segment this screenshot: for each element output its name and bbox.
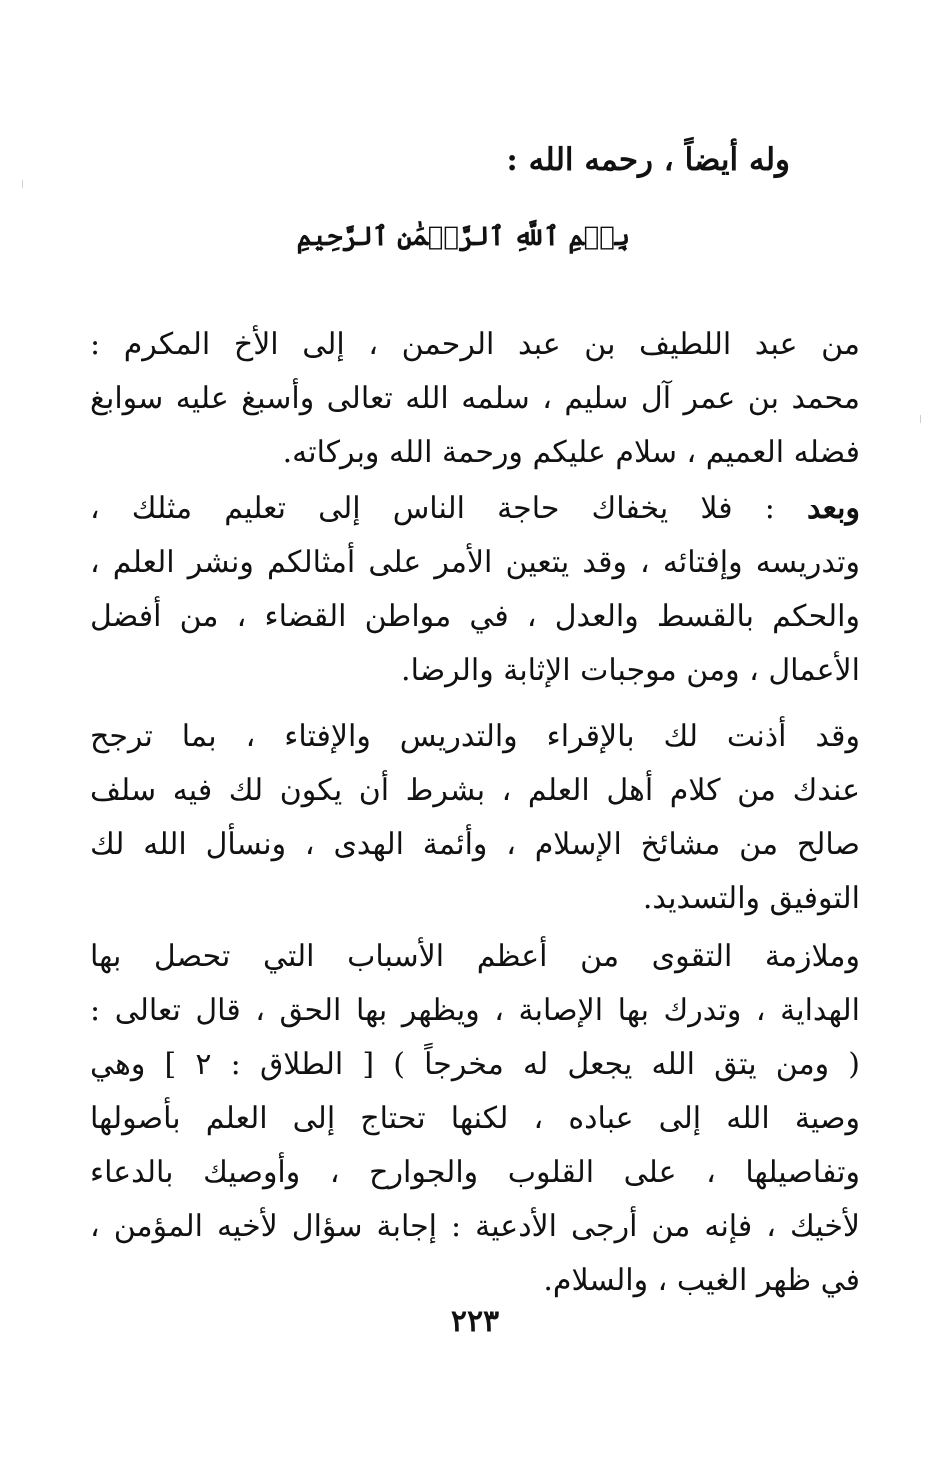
text-line: الهداية ، وتدرك بها الإصابة ، ويظهر بها الحق ، قال تعالى : [90, 993, 860, 1028]
text-line: محمد بن عمر آل سليم ، سلمه الله تعالى وأسبغ عليه سوابغ [90, 381, 860, 416]
text-line-rest: : فلا يخفاك حاجة الناس إلى تعليم مثلك ، [90, 491, 775, 526]
text-line: وتفاصيلها ، على القلوب والجوارح ، وأوصيك بالدعاء [90, 1155, 860, 1190]
text-line: في ظهر الغيب ، والسلام. [543, 1263, 860, 1298]
text-line: فضله العميم ، سلام عليكم ورحمة الله وبركاته. [282, 435, 860, 470]
page-number: ٢٢٣ [450, 1304, 500, 1339]
text-line: وملازمة التقوى من أعظم الأسباب التي تحصل بها [90, 939, 860, 974]
paragraph-advice [90, 930, 860, 1308]
paragraph-permission [90, 710, 860, 926]
letter-heading: وله أيضاً ، رحمه الله : [506, 142, 790, 178]
text-line: التوفيق والتسديد. [642, 881, 860, 916]
text-line: ( ومن يتق الله يجعل له مخرجاً ) [ الطلاق : ٢ ] وهي [90, 1047, 860, 1082]
text-line: وصية الله إلى عباده ، لكنها تحتاج إلى العلم بأصولها [90, 1101, 860, 1136]
text-line: لأخيك ، فإنه من أرجى الأدعية : إجابة سؤال لأخيه المؤمن ، [90, 1209, 860, 1244]
paragraph-salutation [90, 318, 860, 480]
text-line: وقد أذنت لك بالإقراء والتدريس والإفتاء ، بما ترجح [90, 719, 860, 754]
text-line: عندك من كلام أهل العلم ، بشرط أن يكون لك فيه سلف [90, 773, 860, 808]
text-line: من عبد اللطيف بن عبد الرحمن ، إلى الأخ المكرم : [90, 327, 860, 362]
text-line: الأعمال ، ومن موجبات الإثابة والرضا. [401, 653, 860, 688]
text-line: والحكم بالقسط والعدل ، في مواطن القضاء ، من أفضل [90, 599, 860, 634]
lead-word: وبعد [806, 491, 860, 526]
margin-mark [22, 180, 23, 188]
paragraph-introduction [90, 482, 860, 698]
text-line: صالح من مشائخ الإسلام ، وأئمة الهدى ، ونسأل الله لك [90, 827, 860, 862]
margin-mark [920, 415, 921, 423]
basmala-ornament: بِسۡمِ ٱللَّهِ ٱلرَّحۡمَٰنِ ٱلرَّحِيمِ [296, 222, 630, 252]
text-line [90, 482, 860, 536]
text-line: وتدريسه وإفتائه ، وقد يتعين الأمر على أمثالكم ونشر العلم ، [90, 545, 860, 580]
